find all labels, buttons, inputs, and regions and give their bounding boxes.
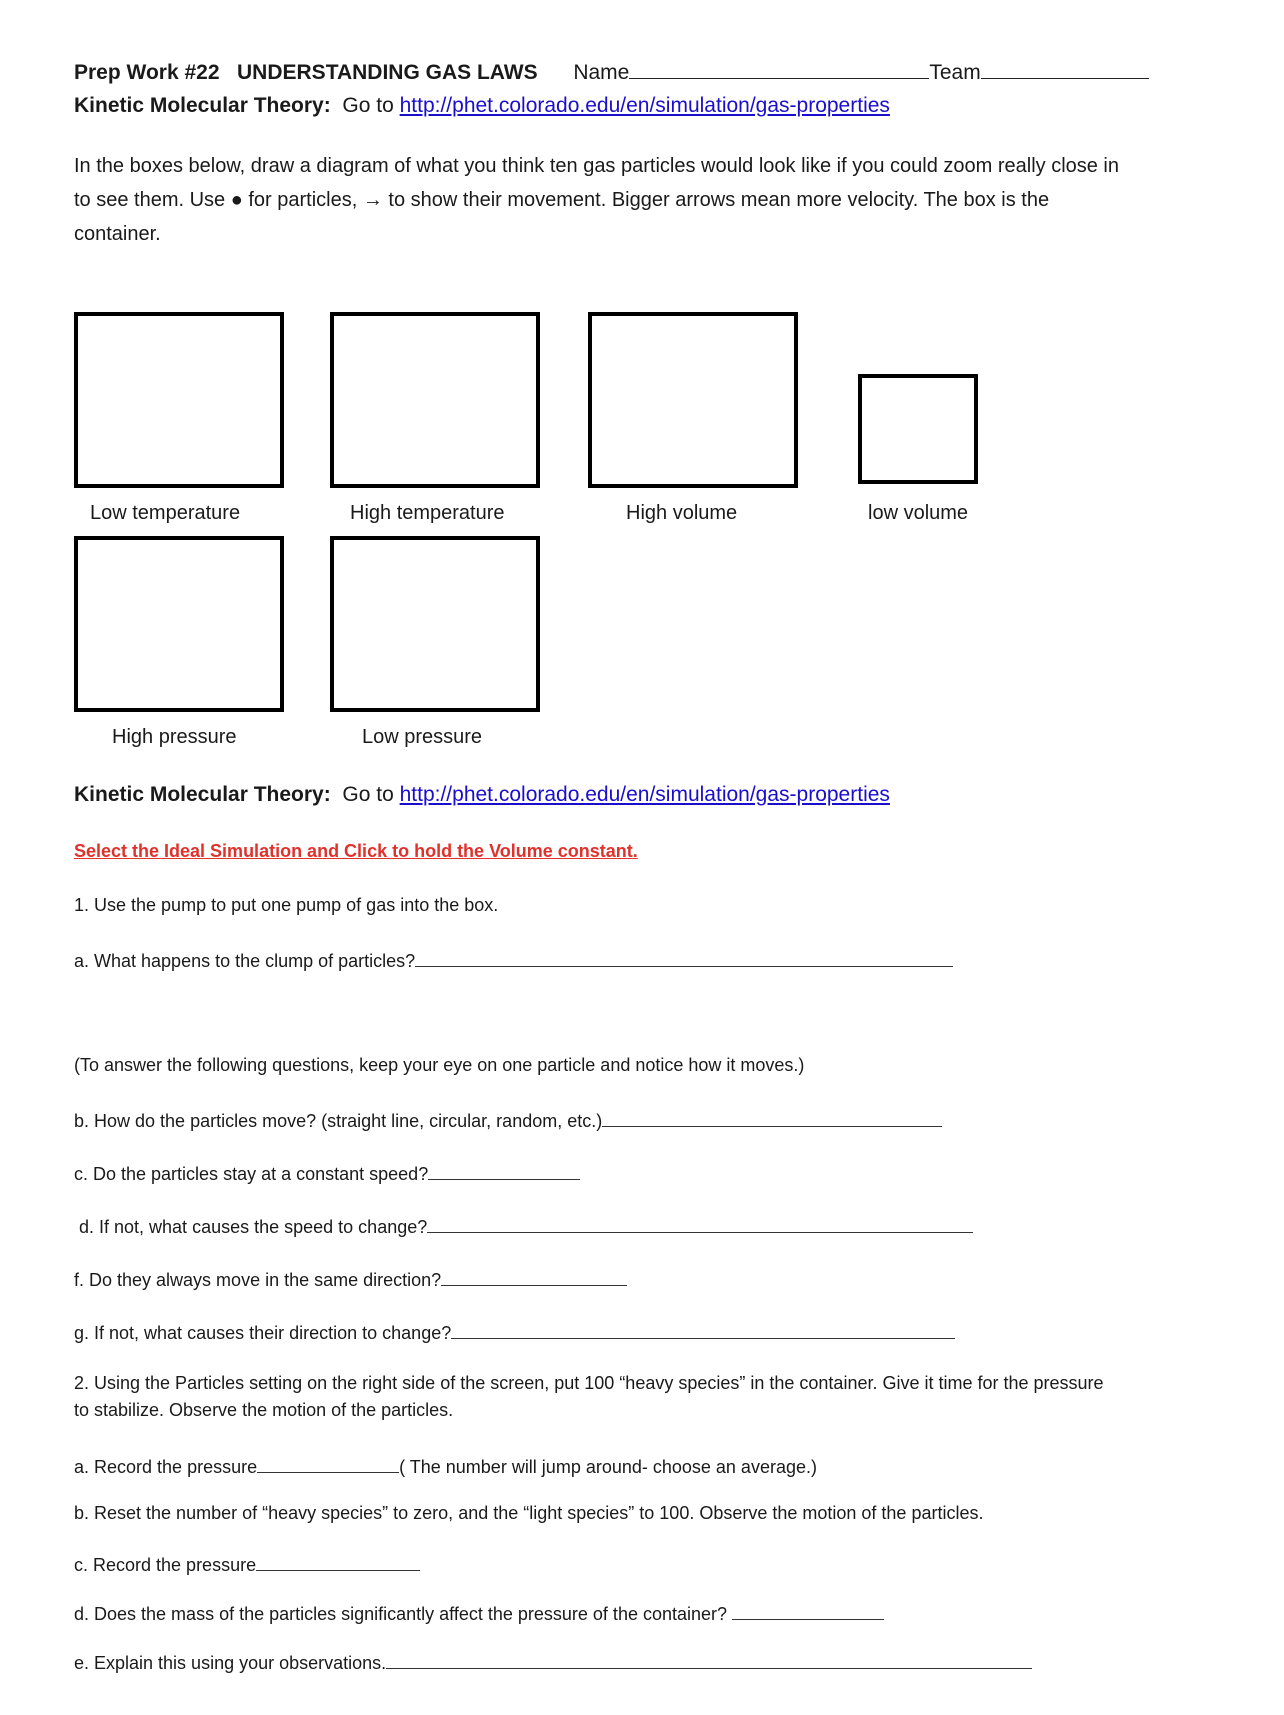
question-1a — [74, 948, 953, 972]
answer-1g[interactable] — [451, 1320, 955, 1339]
drawing-box-high-pressure[interactable] — [74, 536, 284, 712]
answer-2e[interactable] — [386, 1650, 1032, 1669]
question-1g — [74, 1320, 955, 1344]
answer-1b[interactable] — [602, 1108, 942, 1127]
question-2e — [74, 1650, 1032, 1674]
phet-link[interactable]: http://phet.colorado.edu/en/simulation/gas-properties — [399, 94, 890, 117]
name-field[interactable] — [629, 58, 929, 79]
label-high-temperature: High temperature — [350, 502, 505, 524]
drawing-box-low-temperature[interactable] — [74, 312, 284, 488]
drawing-box-high-volume[interactable] — [588, 312, 798, 488]
kmt-label: Kinetic Molecular Theory: — [74, 94, 331, 117]
answer-1c[interactable] — [428, 1161, 580, 1180]
question-2c — [74, 1552, 420, 1576]
question-1c — [74, 1161, 580, 1185]
question-2d-text: d. Does the mass of the particles significantly affect the pressure of the container? — [74, 1604, 733, 1624]
question-2a — [74, 1454, 817, 1478]
goto-label-2: Go to — [342, 783, 394, 806]
answer-2d[interactable] — [732, 1601, 884, 1620]
question-2b: b. Reset the number of “heavy species” to zero, and the “light species” to 100. Observe the motion of the particles. — [74, 1503, 984, 1523]
header-line-2 — [74, 94, 890, 118]
question-1d-text: d. If not, what causes the speed to change? — [74, 1217, 428, 1237]
instructions-line-2: to see them. Use ● for particles, → to show their movement. Bigger arrows mean more velocity. The box is the — [74, 189, 1050, 211]
question-1b — [74, 1108, 942, 1132]
question-1b-text: b. How do the particles move? (straight line, circular, random, etc.) — [74, 1111, 603, 1131]
drawing-box-low-pressure[interactable] — [330, 536, 540, 712]
kmt-label-2: Kinetic Molecular Theory: — [74, 783, 331, 806]
answer-1f[interactable] — [441, 1267, 627, 1286]
label-low-temperature: Low temperature — [90, 502, 241, 524]
worksheet-title: Prep Work #22 UNDERSTANDING GAS LAWS — [74, 61, 538, 84]
question-2a-note: ( The number will jump around- choose an average.) — [399, 1457, 817, 1477]
label-high-pressure: High pressure — [112, 726, 237, 748]
question-2-line-1: 2. Using the Particles setting on the right side of the screen, put 100 “heavy species” in the container. Give it time for the pressure — [74, 1373, 1104, 1393]
question-1g-text: g. If not, what causes their direction to change? — [74, 1323, 452, 1343]
question-2a-text: a. Record the pressure — [74, 1457, 258, 1477]
question-2-line-2: to stabilize. Observe the motion of the particles. — [74, 1400, 454, 1420]
drawing-box-low-volume[interactable] — [858, 374, 978, 484]
red-instruction: Select the Ideal Simulation and Click to hold the Volume constant. — [74, 841, 638, 861]
answer-2c[interactable] — [256, 1552, 420, 1571]
name-label: Name — [573, 61, 630, 84]
question-1f-text: f. Do they always move in the same direction? — [74, 1270, 442, 1290]
answer-1a[interactable] — [415, 948, 953, 967]
goto-label: Go to — [342, 94, 394, 117]
question-1c-text: c. Do the particles stay at a constant speed? — [74, 1164, 429, 1184]
question-1d — [74, 1214, 973, 1238]
question-1f — [74, 1267, 627, 1291]
question-2e-text: e. Explain this using your observations. — [74, 1653, 387, 1673]
instructions-line-3: container. — [74, 223, 161, 245]
instructions-line-1: In the boxes below, draw a diagram of what you think ten gas particles would look like if you could zoom really close in — [74, 155, 1119, 177]
team-label: Team — [929, 61, 981, 84]
answer-1d[interactable] — [427, 1214, 973, 1233]
drawing-box-high-temperature[interactable] — [330, 312, 540, 488]
label-high-volume: High volume — [626, 502, 738, 524]
question-1: 1. Use the pump to put one pump of gas into the box. — [74, 895, 499, 915]
question-1a-text: a. What happens to the clump of particles? — [74, 951, 416, 971]
question-2c-text: c. Record the pressure — [74, 1555, 257, 1575]
note-watch-particle: (To answer the following questions, keep your eye on one particle and notice how it moves.) — [74, 1055, 805, 1075]
header-line-1 — [74, 58, 1149, 85]
question-2d — [74, 1601, 884, 1625]
team-field[interactable] — [981, 58, 1149, 79]
phet-link-2[interactable]: http://phet.colorado.edu/en/simulation/gas-properties — [399, 783, 890, 806]
label-low-volume: low volume — [868, 502, 969, 524]
section2-header — [74, 783, 890, 807]
label-low-pressure: Low pressure — [362, 726, 483, 748]
answer-2a[interactable] — [257, 1454, 399, 1473]
